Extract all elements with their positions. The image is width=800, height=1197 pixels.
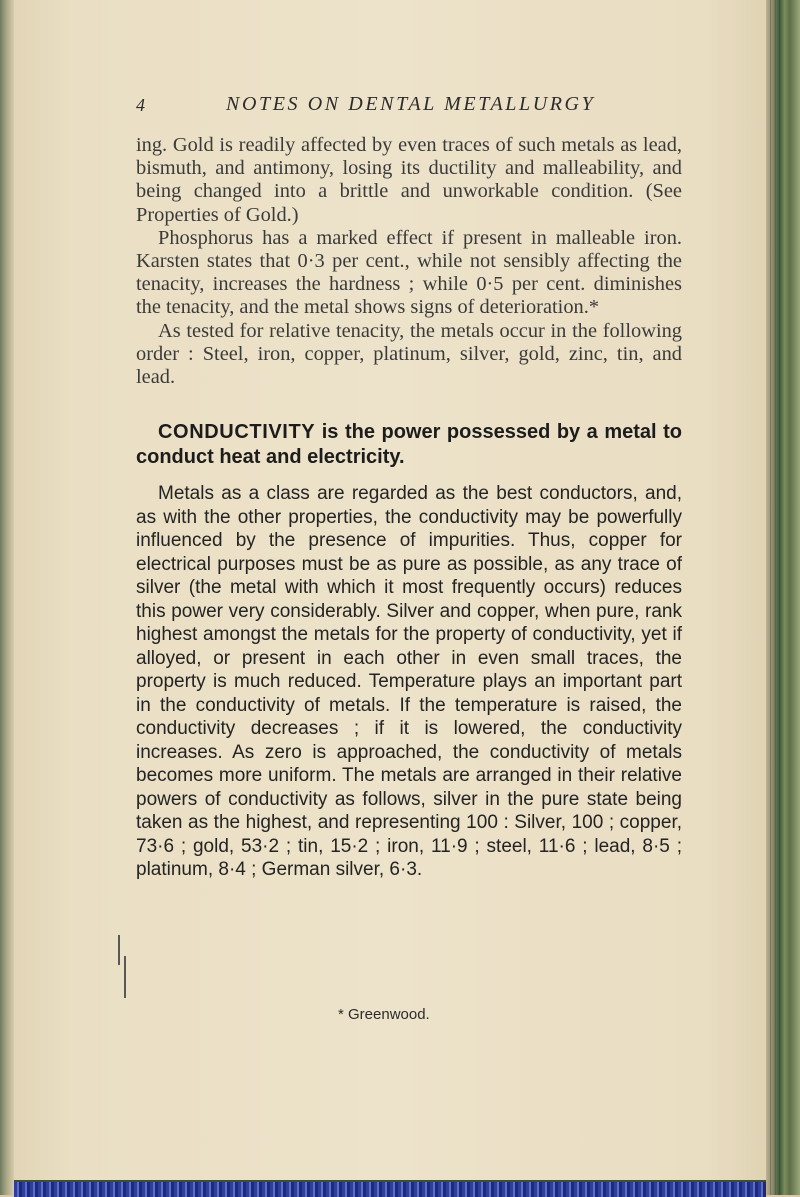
conductivity-definition: is the power possessed by a metal to conduct heat and electricity. xyxy=(136,421,682,469)
paragraph-tenacity-order: As tested for relative tenacity, the metals occur in the following order : Steel, iron, copper, platinum, silver, gold, zinc, tin, and lead. xyxy=(136,319,682,389)
margin-mark xyxy=(124,956,126,998)
paragraph-phosphorus: Phosphorus has a marked effect if present in malleable iron. Karsten states that 0·3 per cent., while not sensibly affecting the tenacity, increases the hardness ; while 0·5 per cent. diminishes the tenacity, and the metal shows signs of deterioration.* xyxy=(136,226,682,319)
running-head-title: NOTES ON DENTAL METALLURGY xyxy=(226,93,596,115)
conductivity-term: CONDUCTIVITY xyxy=(158,421,316,444)
body-text xyxy=(136,134,682,882)
book-right-edge xyxy=(766,0,800,1195)
running-head xyxy=(0,93,800,119)
book-gutter-shadow xyxy=(0,0,14,1195)
footnote: * Greenwood. xyxy=(338,1006,430,1023)
conductivity-section xyxy=(136,420,682,882)
conductivity-heading xyxy=(136,420,682,470)
margin-mark xyxy=(118,935,120,965)
paragraph-conductivity: Metals as a class are regarded as the best conductors, and, as with the other properties, the conductivity may be powerfully influenced by the presence of impurities. Thus, copper for electrical purposes must be as pure as possible, as any trace of silver (the metal with which it most frequently occurs) reduces this power very considerably. Silver and copper, when pure, rank highest amongst the metals for the property of conductivity, yet if alloyed, or present in each other in even small traces, the property is much reduced. Temperature plays an important part in the conductivity of metals. If the temperature is raised, the conductivity decreases ; if it is lowered, the conductivity increases. As zero is approached, the conductivity of metals becomes more uniform. The metals are arranged in their relative powers of conductivity as follows, silver in the pure state being taken as the highest, and representing 100 : Silver, 100 ; copper, 73·6 ; gold, 53·2 ; tin, 15·2 ; iron, 11·9 ; steel, 11·6 ; lead, 8·5 ; platinum, 8·4 ; German silver, 6·3. xyxy=(136,483,682,881)
paragraph-gold-traces: ing. Gold is readily affected by even traces of such metals as lead, bismuth, and antimony, losing its ductility and malleability, and being changed into a brittle and unworkable condition. (See Properties of Gold.) xyxy=(136,134,682,226)
book-bottom-edge xyxy=(14,1180,766,1197)
page-number: 4 xyxy=(136,95,145,115)
